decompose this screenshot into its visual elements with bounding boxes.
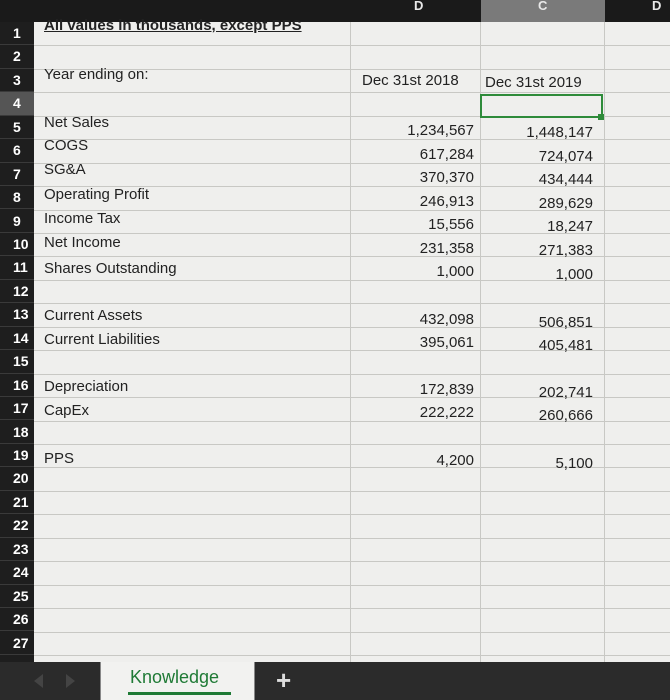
- grid-line: [604, 22, 605, 662]
- row-number[interactable]: 7: [0, 163, 34, 186]
- row-number[interactable]: 17: [0, 397, 34, 420]
- row-label: COGS: [44, 137, 89, 154]
- grid-line: [34, 491, 670, 492]
- row-number[interactable]: 24: [0, 561, 34, 584]
- row-label: SG&A: [44, 161, 86, 178]
- row-number[interactable]: 1: [0, 22, 34, 45]
- fill-handle[interactable]: [598, 114, 604, 120]
- value-2019: 202,741: [538, 384, 593, 401]
- grid-line: [34, 374, 670, 375]
- grid-line: [34, 608, 670, 609]
- value-2018: 15,556: [428, 216, 474, 233]
- row-label: PPS: [44, 450, 75, 467]
- row-number[interactable]: 25: [0, 585, 34, 608]
- row-label: Current Liabilities: [44, 331, 160, 348]
- grid-line: [34, 303, 670, 304]
- value-2018: 231,358: [419, 240, 474, 257]
- value-2019: 271,383: [538, 242, 593, 259]
- scroll-tabs-left-icon[interactable]: [34, 674, 43, 688]
- row-number[interactable]: 11: [0, 256, 34, 279]
- value-2019: 1,448,147: [526, 124, 593, 141]
- value-2019: 18,247: [547, 218, 593, 235]
- row-number[interactable]: 10: [0, 233, 34, 256]
- row-number[interactable]: 2: [0, 45, 34, 68]
- row-number[interactable]: 8: [0, 186, 34, 209]
- grid-line: [34, 632, 670, 633]
- row-label: Income Tax: [44, 210, 121, 227]
- row-number[interactable]: 4: [0, 92, 34, 115]
- value-2018: 617,284: [419, 146, 474, 163]
- row-number[interactable]: 26: [0, 608, 34, 631]
- row-label: CapEx: [44, 402, 90, 419]
- row-label: Net Income: [44, 234, 121, 251]
- grid-line: [34, 585, 670, 586]
- value-2018: 222,222: [419, 404, 474, 421]
- row-number-column: [0, 22, 34, 662]
- row-number[interactable]: 16: [0, 374, 34, 397]
- value-2018: 1,234,567: [407, 122, 474, 139]
- value-2019: 260,666: [538, 407, 593, 424]
- scroll-tabs-right-icon[interactable]: [66, 674, 75, 688]
- grid-line: [480, 22, 481, 662]
- value-2019: 434,444: [538, 171, 593, 188]
- sheet-title: All values in thousands, except PPS: [44, 17, 302, 34]
- grid-line: [34, 561, 670, 562]
- column-header-2019: Dec 31st 2019: [485, 74, 582, 91]
- value-2018: 172,839: [419, 381, 474, 398]
- value-2018: 1,000: [436, 263, 474, 280]
- grid-line: [34, 514, 670, 515]
- value-2018: 395,061: [419, 334, 474, 351]
- row-number[interactable]: 13: [0, 303, 34, 326]
- grid-line: [350, 22, 351, 662]
- grid-line: [34, 655, 670, 656]
- selected-cell[interactable]: [480, 94, 603, 118]
- value-2018: 370,370: [419, 169, 474, 186]
- row-number[interactable]: 18: [0, 421, 34, 444]
- row-label: Current Assets: [44, 307, 143, 324]
- value-2018: 432,098: [419, 311, 474, 328]
- row-number[interactable]: 6: [0, 139, 34, 162]
- row-number[interactable]: 27: [0, 632, 34, 655]
- column-header-label[interactable]: D: [414, 0, 424, 13]
- row-label: Depreciation: [44, 378, 129, 395]
- active-tab-underline: [128, 692, 231, 695]
- value-2019: 405,481: [538, 337, 593, 354]
- row-number[interactable]: 19: [0, 444, 34, 467]
- value-2019: 289,629: [538, 195, 593, 212]
- row-number[interactable]: 15: [0, 350, 34, 373]
- row-number[interactable]: 5: [0, 116, 34, 139]
- row-label: Shares Outstanding: [44, 260, 177, 277]
- grid-line: [34, 444, 670, 445]
- row-number[interactable]: 22: [0, 514, 34, 537]
- grid-line: [34, 538, 670, 539]
- value-2019: 724,074: [538, 148, 593, 165]
- value-2019: 5,100: [555, 455, 593, 472]
- value-2018: 246,913: [419, 193, 474, 210]
- sheet-tab-label[interactable]: Knowledge: [130, 667, 220, 687]
- row-number[interactable]: 23: [0, 538, 34, 561]
- column-header-label[interactable]: C: [538, 0, 548, 13]
- row-number[interactable]: 21: [0, 491, 34, 514]
- column-header-2018: Dec 31st 2018: [362, 72, 459, 89]
- row-label: Net Sales: [44, 114, 110, 131]
- value-2018: 4,200: [436, 452, 474, 469]
- row-number[interactable]: 3: [0, 69, 34, 92]
- row-number[interactable]: 9: [0, 210, 34, 233]
- value-2019: 506,851: [538, 314, 593, 331]
- year-ending-label: Year ending on:: [44, 66, 149, 83]
- row-number[interactable]: 12: [0, 280, 34, 303]
- row-label: Operating Profit: [44, 186, 150, 203]
- column-header-label[interactable]: D: [652, 0, 662, 13]
- row-number[interactable]: 14: [0, 327, 34, 350]
- row-number[interactable]: 20: [0, 467, 34, 490]
- value-2019: 1,000: [555, 266, 593, 283]
- grid-line: [34, 45, 670, 46]
- add-sheet-button[interactable]: +: [276, 665, 292, 695]
